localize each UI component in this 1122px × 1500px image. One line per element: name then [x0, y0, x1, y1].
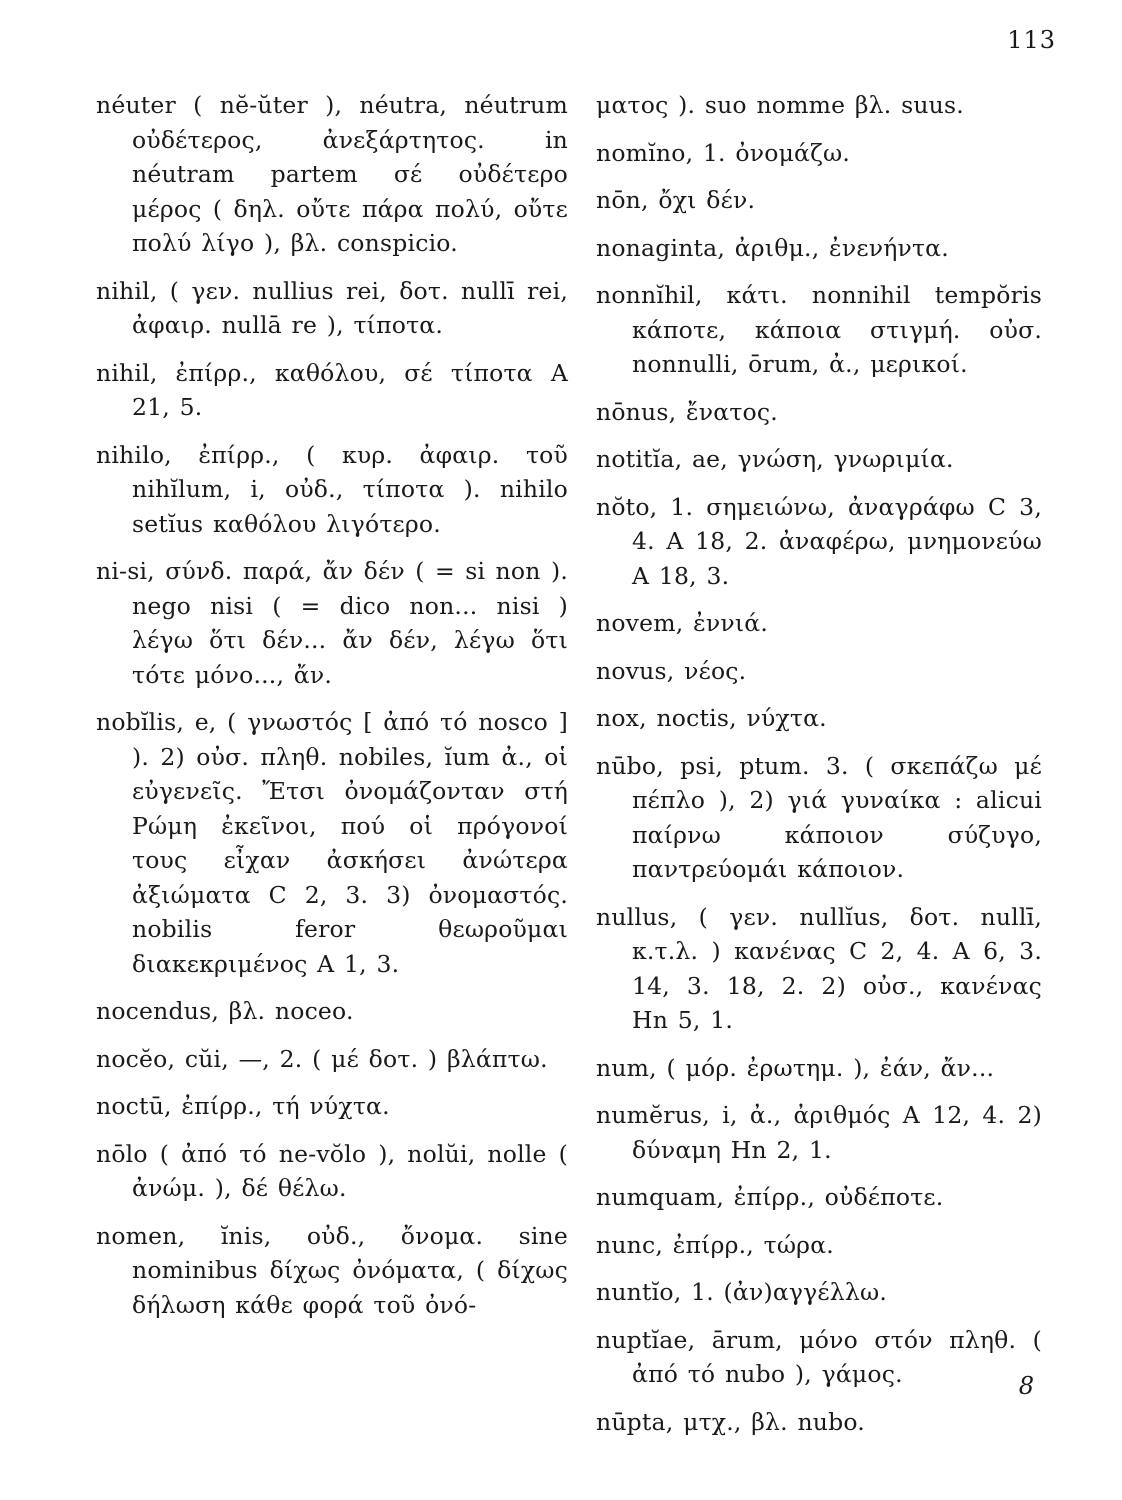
dictionary-entry: num, ( μόρ. ἐρωτημ. ), ἐάν, ἄν... [596, 1053, 995, 1082]
dictionary-entry: nocendus, βλ. noceo. [96, 997, 354, 1025]
dictionary-entry: nonaginta, ἀριθμ., ἐνενήντα. [596, 233, 949, 262]
signature-mark: 8 [1018, 1372, 1034, 1400]
dictionary-entry: notitĭa, ae, γνώση, γνωριμία. [596, 445, 954, 473]
dictionary-entry: nōn, ὄχι δέν. [596, 186, 756, 214]
dictionary-entry: nihil, ἐπίρρ., καθόλου, σέ τίποτα A 21, 5. [96, 358, 568, 421]
dictionary-entry: nunc, ἐπίρρ., τώρα. [596, 1230, 834, 1259]
dictionary-entry: néuter ( nĕ-ŭter ), néutra, néutrum οὐδέτερος, ἀνεξάρτητος. in néutram partem σέ οὐδέτερο μέρος ( δηλ. οὔτε πάρα πολύ, οὔτε πολύ λίγο ), βλ. conspicio. [96, 91, 568, 257]
dictionary-entry: novem, ἐννιά. [596, 609, 769, 637]
dictionary-entry: nuntĭo, 1. (ἀν)αγγέλλω. [596, 1278, 887, 1306]
dictionary-entry: numĕrus, i, ἀ., ἀριθμός A 12, 4. 2) δύναμη Hn 2, 1. [596, 1101, 1042, 1164]
dictionary-entry: ni-si, σύνδ. παρά, ἄν δέν ( = si non ). nego nisi ( = dico non... nisi ) λέγω ὅτι δέν... ἄν δέν, λέγω ὅτι τότε μόνο..., ἄν. [96, 557, 568, 689]
right-column [596, 88, 1042, 1452]
dictionary-entry: nōnus, ἔνατος. [596, 397, 778, 426]
dictionary-entry: nocĕo, cŭi, —, 2. ( μέ δοτ. ) βλάπτω. [96, 1044, 548, 1073]
dictionary-entry-continued: ματος ). suo nomme βλ. suus. [596, 91, 964, 119]
dictionary-entry: nox, noctis, νύχτα. [596, 704, 827, 732]
dictionary-entry: novus, νέος. [596, 656, 747, 685]
dictionary-entry: noctū, ἐπίρρ., τή νύχτα. [96, 1092, 390, 1120]
dictionary-entry: nihil, ( γεν. nullius rei, δοτ. nullī rei, ἀφαιρ. nullā re ), τίποτα. [96, 276, 568, 339]
dictionary-entry: numquam, ἐπίρρ., οὐδέποτε. [596, 1183, 944, 1211]
left-column [96, 88, 568, 1335]
dictionary-entry: nobĭlis, e, ( γνωστός [ ἀπό τό nosco ] ). 2) οὐσ. πληθ. nobiles, ĭum ἀ., οἱ εὐγενεῖς. Ἔτσι ὀνομάζονταν στή Ρώμη ἐκεῖνοι, πού οἱ πρόγονοί τους εἶχαν ἀσκήσει ἀνώτερα ἀξιώματα C 2, 3. 3) ὀνομαστός. nobilis feror θεωροῦμαι διακεκριμένος A 1, 3. [96, 708, 568, 978]
dictionary-entry: nihilo, ἐπίρρ., ( κυρ. ἀφαιρ. τοῦ nihĭlum, i, οὐδ., τίποτα ). nihilo setĭus καθόλου λιγότερο. [96, 440, 568, 538]
dictionary-entry: nūbo, psi, ptum. 3. ( σκεπάζω μέ πέπλο ), 2) γιά γυναίκα : alicui παίρνω κάποιον σύζυγο, παντρεύομάι κάποιον. [596, 751, 1042, 883]
dictionary-entry: nūpta, μτχ., βλ. nubo. [596, 1407, 865, 1436]
dictionary-entry: nomen, ĭnis, οὐδ., ὄνομα. sine nominibus δίχως ὀνόματα, ( δίχως δήλωση κάθε φορά τοῦ ὀνό- [96, 1221, 568, 1319]
page-number: 113 [1007, 26, 1056, 54]
dictionary-entry: nullus, ( γεν. nullĭus, δοτ. nullī, κ.τ.λ. ) κανένας C 2, 4. A 6, 3. 14, 3. 18, 2. 2) οὐσ., κανένας Hn 5, 1. [596, 902, 1042, 1034]
dictionary-entry: nōlo ( ἀπό τό ne-vŏlo ), nolŭi, nolle ( ἀνώμ. ), δέ θέλω. [96, 1139, 568, 1202]
dictionary-entry: nomĭno, 1. ὀνομάζω. [596, 138, 851, 167]
dictionary-entry: nonnĭhil, κάτι. nonnihil tempŏris κάποτε, κάποια στιγμή. οὐσ. nonnulli, ōrum, ἀ., μερικοί. [596, 281, 1042, 378]
dictionary-entry: nuptĭae, ārum, μόνο στόν πληθ. ( ἀπό τό nubo ), γάμος. [596, 1325, 1042, 1388]
dictionary-entry: nŏto, 1. σημειώνω, ἀναγράφω C 3, 4. A 18, 2. ἀναφέρω, μνημονεύω A 18, 3. [596, 492, 1042, 590]
